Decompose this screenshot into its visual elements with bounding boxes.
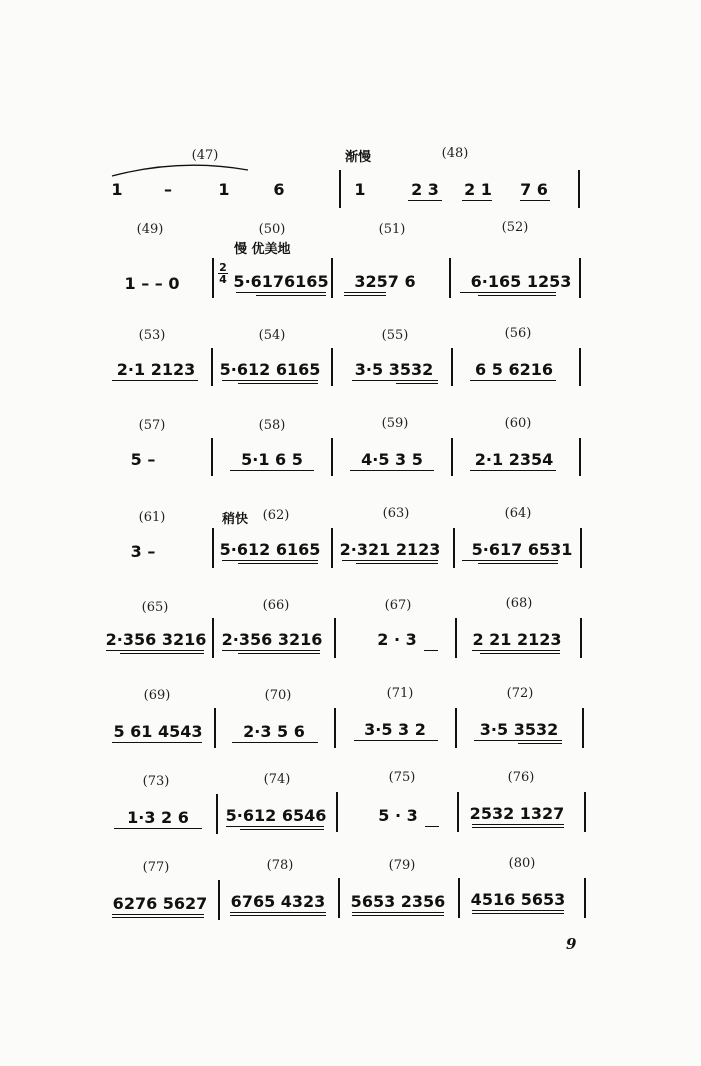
barline bbox=[338, 878, 340, 918]
note: 2·1 2123 bbox=[116, 360, 196, 379]
barline bbox=[453, 528, 455, 568]
barline bbox=[579, 258, 581, 298]
note: 3257 6 bbox=[354, 272, 416, 291]
note: 5 – bbox=[130, 450, 156, 469]
measure-number: (56) bbox=[504, 326, 532, 341]
underline bbox=[462, 560, 558, 561]
underline bbox=[230, 915, 326, 916]
underline bbox=[520, 200, 550, 201]
underline bbox=[226, 826, 324, 827]
measure-number: (69) bbox=[143, 688, 171, 703]
underline bbox=[460, 292, 556, 293]
underline bbox=[238, 563, 318, 564]
underline bbox=[236, 292, 326, 293]
measure-number: (48) bbox=[441, 146, 469, 161]
note: 6 bbox=[273, 180, 285, 199]
note: 5653 2356 bbox=[350, 892, 446, 911]
underline bbox=[114, 828, 202, 829]
measure-number: (75) bbox=[388, 770, 416, 785]
measure-number: (47) bbox=[191, 148, 219, 163]
measure-number: (61) bbox=[138, 510, 166, 525]
note: 5·617 6531 bbox=[471, 540, 573, 559]
underline bbox=[480, 653, 560, 654]
barline bbox=[582, 708, 584, 748]
underline bbox=[230, 470, 314, 471]
measure-number: (67) bbox=[384, 598, 412, 613]
measure-number: (76) bbox=[507, 770, 535, 785]
barline bbox=[211, 348, 213, 386]
note: 1 bbox=[218, 180, 230, 199]
note: 2 3 bbox=[411, 180, 439, 199]
measure-number: (74) bbox=[263, 772, 291, 787]
underline bbox=[478, 295, 556, 296]
underline bbox=[478, 563, 558, 564]
underline bbox=[352, 915, 444, 916]
note: 2·356 3216 bbox=[105, 630, 207, 649]
measure-number: (50) bbox=[258, 222, 286, 237]
measure-number: (59) bbox=[381, 416, 409, 431]
measure-number: (65) bbox=[141, 600, 169, 615]
note: 3·5 3 2 bbox=[364, 720, 426, 739]
underline bbox=[518, 743, 562, 744]
note: 2·356 3216 bbox=[221, 630, 323, 649]
slur-mark bbox=[110, 160, 250, 180]
note: 1 bbox=[354, 180, 366, 199]
underline bbox=[472, 910, 564, 911]
underline bbox=[354, 740, 438, 741]
underline bbox=[112, 380, 198, 381]
note: 2·1 2354 bbox=[474, 450, 554, 469]
underline bbox=[106, 650, 204, 651]
note: 5·612 6546 bbox=[225, 806, 327, 825]
underline bbox=[470, 470, 556, 471]
note: 2·3 5 6 bbox=[243, 722, 305, 741]
measure-number: (70) bbox=[264, 688, 292, 703]
measure-number: (71) bbox=[386, 686, 414, 701]
score-system-7 bbox=[0, 686, 701, 756]
barline bbox=[579, 438, 581, 476]
underline bbox=[356, 563, 438, 564]
underline bbox=[222, 380, 318, 381]
note: 3·5 3532 bbox=[354, 360, 434, 379]
score-system-4 bbox=[0, 416, 701, 486]
underline bbox=[470, 380, 556, 381]
barline bbox=[339, 170, 341, 208]
barline bbox=[334, 708, 336, 748]
measure-number: (79) bbox=[388, 858, 416, 873]
barline bbox=[336, 792, 338, 832]
note: 6276 5627 bbox=[112, 894, 208, 913]
measure-number: (60) bbox=[504, 416, 532, 431]
note: 1 – – 0 bbox=[124, 274, 180, 293]
underline bbox=[472, 650, 560, 651]
note: – bbox=[164, 180, 172, 199]
barline bbox=[451, 438, 453, 476]
note: 6 5 6216 bbox=[475, 360, 553, 379]
note: 4516 5653 bbox=[470, 890, 566, 909]
barline bbox=[451, 348, 453, 386]
underline bbox=[222, 650, 320, 651]
barline bbox=[455, 708, 457, 748]
note: 1·3 2 6 bbox=[127, 808, 189, 827]
note: 3·5 3532 bbox=[479, 720, 559, 739]
score-system-2 bbox=[0, 218, 701, 298]
measure-number: (80) bbox=[508, 856, 536, 871]
time-signature-top: 2 bbox=[219, 261, 227, 274]
barline bbox=[331, 528, 333, 568]
note: 2 · 3 bbox=[377, 630, 417, 649]
underline bbox=[352, 380, 438, 381]
barline bbox=[331, 348, 333, 386]
underline bbox=[238, 383, 318, 384]
barline bbox=[455, 618, 457, 658]
measure-number: (58) bbox=[258, 418, 286, 433]
note: 5 61 4543 bbox=[113, 722, 203, 741]
barline bbox=[457, 792, 459, 832]
barline bbox=[218, 880, 220, 920]
note: 3 – bbox=[130, 542, 156, 561]
note: 5·612 6165 bbox=[219, 540, 321, 559]
tempo-direction: 稍快 bbox=[222, 512, 249, 527]
underline bbox=[350, 470, 434, 471]
measure-number: (49) bbox=[136, 222, 164, 237]
underline bbox=[120, 653, 204, 654]
measure-number: (64) bbox=[504, 506, 532, 521]
underline bbox=[342, 560, 438, 561]
measure-number: (63) bbox=[382, 506, 410, 521]
barline bbox=[584, 792, 586, 832]
barline bbox=[580, 618, 582, 658]
barline bbox=[584, 878, 586, 918]
underline bbox=[474, 740, 562, 741]
time-signature bbox=[218, 262, 228, 285]
underline bbox=[344, 292, 386, 293]
time-signature-bottom: 4 bbox=[219, 273, 227, 286]
underline bbox=[112, 914, 204, 915]
measure-number: (55) bbox=[381, 328, 409, 343]
underline bbox=[472, 824, 564, 825]
measure-number: (72) bbox=[506, 686, 534, 701]
score-system-8 bbox=[0, 770, 701, 840]
underline bbox=[472, 913, 564, 914]
barline bbox=[331, 258, 333, 298]
measure-number: (62) bbox=[262, 508, 290, 523]
barline bbox=[212, 258, 214, 298]
barline bbox=[216, 794, 218, 834]
measure-number: (73) bbox=[142, 774, 170, 789]
measure-number: (51) bbox=[378, 222, 406, 237]
barline bbox=[578, 170, 580, 208]
measure-number: (68) bbox=[505, 596, 533, 611]
note: 5·1 6 5 bbox=[241, 450, 303, 469]
underline bbox=[408, 200, 442, 201]
underline bbox=[112, 742, 202, 743]
barline bbox=[331, 438, 333, 476]
note: 2 21 2123 bbox=[472, 630, 562, 649]
note: 6765 4323 bbox=[230, 892, 326, 911]
barline bbox=[449, 258, 451, 298]
underline bbox=[344, 295, 386, 296]
barline bbox=[334, 618, 336, 658]
note: 2 1 bbox=[464, 180, 492, 199]
underline bbox=[352, 912, 444, 913]
barline bbox=[579, 348, 581, 386]
score-system-1 bbox=[0, 140, 701, 210]
note: 1 bbox=[111, 180, 123, 199]
barline bbox=[458, 878, 460, 918]
barline bbox=[580, 528, 582, 568]
note: 7 6 bbox=[520, 180, 548, 199]
measure-number: (57) bbox=[138, 418, 166, 433]
underline bbox=[396, 383, 438, 384]
note: 2532 1327 bbox=[469, 804, 565, 823]
score-system-5 bbox=[0, 506, 701, 576]
barline bbox=[211, 438, 213, 476]
underline bbox=[238, 653, 320, 654]
measure-number: (54) bbox=[258, 328, 286, 343]
barline bbox=[212, 528, 214, 568]
note: 2·321 2123 bbox=[339, 540, 441, 559]
underline bbox=[240, 829, 324, 830]
page-number: 9 bbox=[566, 935, 577, 953]
measure-number: (52) bbox=[501, 220, 529, 235]
barline bbox=[212, 618, 214, 658]
underline bbox=[472, 827, 564, 828]
measure-number: (77) bbox=[142, 860, 170, 875]
underline bbox=[112, 917, 204, 918]
score-system-3 bbox=[0, 326, 701, 396]
note: 4·5 3 5 bbox=[361, 450, 423, 469]
measure-number: (53) bbox=[138, 328, 166, 343]
tempo-direction: 慢 优美地 bbox=[234, 242, 291, 257]
underline bbox=[256, 295, 326, 296]
score-system-9 bbox=[0, 856, 701, 926]
note: 5 · 3 bbox=[378, 806, 418, 825]
tempo-direction: 渐慢 bbox=[345, 150, 372, 165]
barline bbox=[214, 708, 216, 748]
score-system-6 bbox=[0, 596, 701, 666]
note: 5·6176165 bbox=[233, 272, 329, 291]
underline bbox=[424, 650, 438, 651]
measure-number: (66) bbox=[262, 598, 290, 613]
underline bbox=[222, 560, 318, 561]
underline bbox=[232, 742, 318, 743]
underline bbox=[230, 912, 326, 913]
note: 6·165 1253 bbox=[470, 272, 572, 291]
underline bbox=[462, 200, 492, 201]
underline bbox=[425, 826, 439, 827]
note: 5·612 6165 bbox=[219, 360, 321, 379]
measure-number: (78) bbox=[266, 858, 294, 873]
